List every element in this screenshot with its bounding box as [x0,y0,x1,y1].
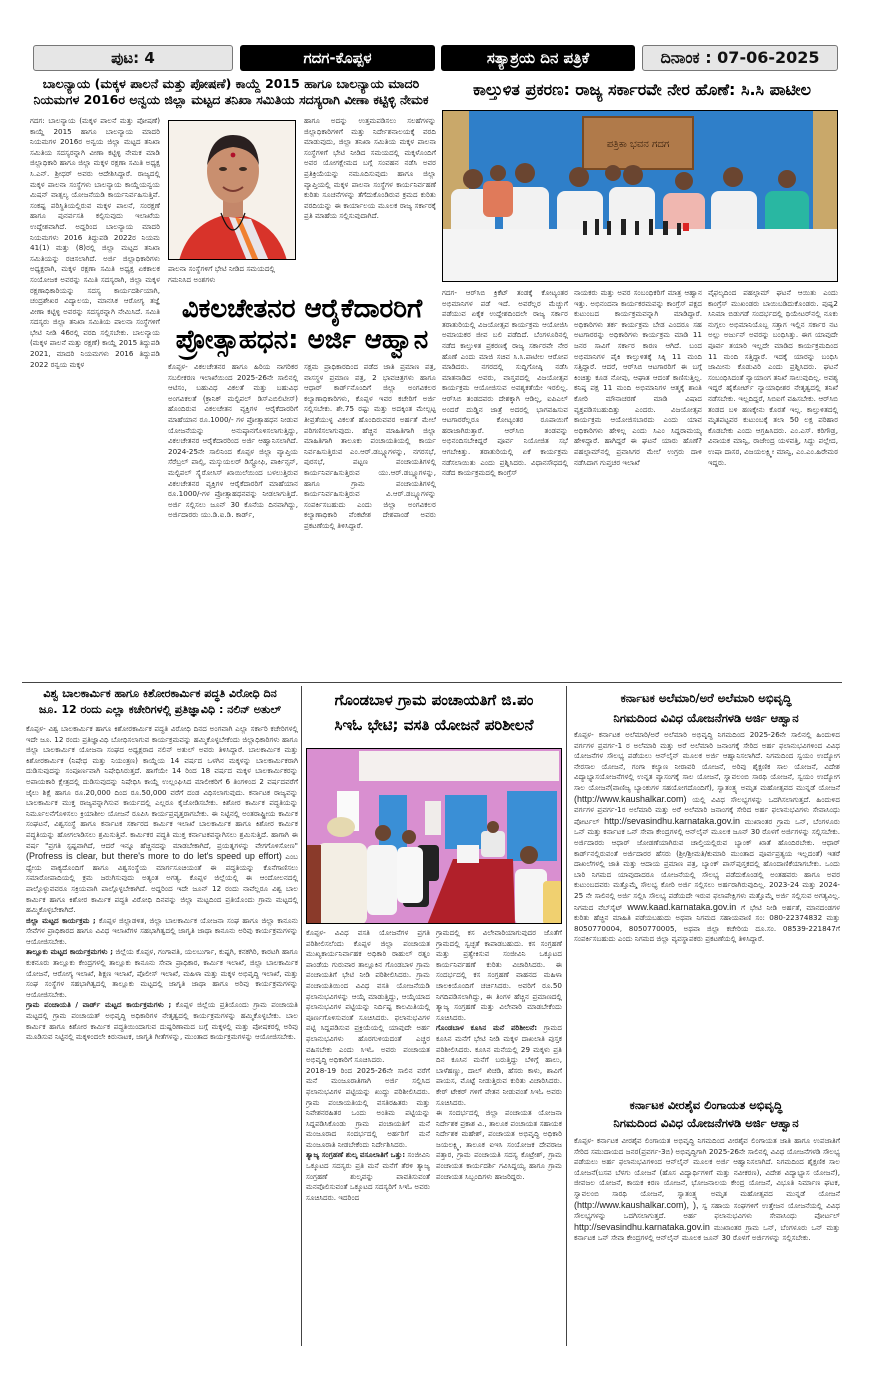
article-1-body-left: ಗದಗ: ಬಾಲನ್ಯಾಯ (ಮಕ್ಕಳ ಪಾಲನೆ ಮತ್ತು ಪೋಷಣೆ) ಕಾಯ್ದೆ 2015 ಹಾಗೂ ಬಾಲನ್ಯಾಯ ಮಾದರಿ ನಿಯಮಗಳ 2016ರ ಅನ್ವಯ ಜಿಲ್ಲಾ ಮಟ್ಟದ ತನಿಖಾ ಸಮಿತಿಯ ಸದಸ್ಯರನ್ನಾಗಿ ವೀಣಾ ಕಟ್ಟಿಳ್ಳಿ ನೇಮಕ ಮಾಡಿ ಜಿಲ್ಲಾಧಿಕಾರಿ ಹಾಗೂ ಜಿಲ್ಲಾ ಮಕ್ಕಳ ರಕ್ಷಣಾ ಸಮಿತಿ ಅಧ್ಯಕ್ಷ ಸಿ.ಎನ್. ಶ್ರೀಧರ್ ಅವರು ಆದೇಶಿಸಿದ್ದಾರೆ. ರಾಜ್ಯದಲ್ಲಿ ಮಕ್ಕಳ ಪಾಲನಾ ಸಂಸ್ಥೆಗಳು ಬಾಲನ್ಯಾಯ ಕಾಯ್ದೆಯನ್ವಯ ಮಿಷನ್ ವಾತ್ಸಲ್ಯ ಯೋಜನೆಯಡಿ ಕಾರ್ಯನಿರ್ವಹಿಸುತ್ತಿವೆ. ಸಂಕಷ್ಟ ಪರಿಸ್ಥಿತಿಯಲ್ಲಿರುವ ಮಕ್ಕಳ ಪಾಲನೆ, ಸಂರಕ್ಷಣೆ ಹಾಗೂ ಪುನರ್ವಸತಿ ಕಲ್ಪಿಸುವುದು ಇಲಾಖೆಯ ಉದ್ದೇಶವಾಗಿದೆ. ಅದ್ದರಿಂದ ಬಾಲನ್ಯಾಯ ಮಾದರಿ ನಿಯಮಗಳು 2016 ತಿದ್ದುಪಡಿ 2022ರ ನಿಯಮ 41(1) ಮತ್ತು (8)ರಲ್ಲಿ ಜಿಲ್ಲಾ ಮಟ್ಟದ ತನಿಖಾ ಸಮಿತಿಯನ್ನು ರಚಿಸಲಾಗಿದೆ. ಅರ್ಜಿ ಜಿಲ್ಲಾಧಿಕಾರಿಗಳು ಅಧ್ಯಕ್ಷರಾಗಿ, ಮಕ್ಕಳ ರಕ್ಷಣಾ ಸಮಿತಿ ಅಧ್ಯಕ್ಷ ಏಕಕಾಲಕ ಸಂಯೋಜಕ ಅವರನ್ನು ಸಮಿತಿ ಸದಸ್ಯರಾಗಿ, ಜಿಲ್ಲಾ ಮಕ್ಕಳ ರಕ್ಷಣಾಧಿಕಾರಿಯನ್ನು ಸದಸ್ಯ ಕಾರ್ಯದರ್ಶಿಯಾಗಿ, ಚಂದ್ರಶೇಖರ ವಿದ್ಯಾಲಯ, ಮಾನಸಿಕ ಆರೋಗ್ಯ ತಜ್ಞೆ ವೀಣಾ ಕಟ್ಟಿಳ್ಳಿ ಅವರನ್ನು ಸದಸ್ಯರನ್ನಾಗಿ ನೇಮಿಸಿದೆ. ಸಮಿತಿ ಸದಸ್ಯರು ಜಿಲ್ಲಾ ತನಿಖಾ ಸಮಿತಿಯ ಪಾಲನಾ ಸಂಸ್ಥೆಗಳಿಗೆ ಭೇಟಿ ನೀಡಿ 46ರಲ್ಲಿ ವರದಿ ಸಲ್ಲಿಸಬೇಕು. ಬಾಲನ್ಯಾಯ (ಮಕ್ಕಳ ಪಾಲನೆ ಮತ್ತು ರಕ್ಷಣೆ) ಕಾಯ್ದೆ 2015 ತಿದ್ದುಪಡಿ 2021, ಮಾದರಿ ನಿಯಮಗಳು 2016 ತಿದ್ದುಪಡಿ 2022 ರನ್ವಯ ಮಕ್ಕಳ [30,116,160,369]
article-6-body-part3: ಮುಖಾಂತರ ಗ್ರಾಮ ಒನ್, ಬೆಂಗಳೂರು ಒನ್ ಮತ್ತು ಕರ್ನಾಟಕ ಒನ್ ಸೇವಾ ಕೇಂದ್ರಗಳಲ್ಲಿ ಆನ್‌ಲೈನ್ ಮೂಲಕ ಜೂನ್ 30 ರೊಳಗೆ ಅರ್ಜಿಗಳನ್ನು ಸಲ್ಲಿಸಬೇಕು. ಅರ್ಜಿದಾರರು ಆಧಾರ್ ಜೋಡಣೆಯಾಗಿರುವ ಚಾಲ್ತಿಯಲ್ಲಿರುವ ಬ್ಯಾಂಕ್ ಖಾತೆ ಹೊಂದಿರಬೇಕು. ಆಧಾರ್ ಕಾರ್ಡ್‌ನಲ್ಲಿರುವಂತೆ ಅರ್ಜಿದಾರರ ಹೆಸರು (ಶ್ರೀ/ಶ್ರೀಮತಿ/ಕುಮಾರಿ ಮುಂತಾದ ಪೂರ್ವಪ್ರತ್ಯಯ ಇಲ್ಲದಂತೆ) ಇತರೆ ದಾಖಲೆಗಳಲ್ಲಿ ಜಾತಿ ಮತ್ತು ಆದಾಯ ಪ್ರಮಾಣ ಪತ್ರ, ಬ್ಯಾಂಕ್ ಪಾಸ್‌ಪುಸ್ತಕದಲ್ಲಿ ಹೊಂದಾಣಿಕೆಯಾಗಬೇಕು. ಒಂದು ಬಾರಿ ನಿಗಮದ ಯಾವುದಾದರೂ ಯೋಜನೆಯಲ್ಲಿ ಸೌಲಭ್ಯ ಪಡೆದುಕೊಂಡಲ್ಲಿ ಅಂತಹವರು ಹಾಗೂ ಅವರ ಕುಟುಂಬದವರು ಮತ್ತೊಮ್ಮೆ ಸೌಲಭ್ಯ ಕೋರಿ ಅರ್ಜಿ ಸಲ್ಲಿಸಲು ಅರ್ಹರಾಗಿರುವುದಿಲ್ಲ. 2023-24 ಮತ್ತು 2024-25 ನೇ ಸಾಲಿನಲ್ಲಿ ಅರ್ಜಿ ಸಲ್ಲಿಸಿ ಸೌಲಭ್ಯ ಪಡೆಯದೇ ಇರುವ ಫಲಾಪೇಕ್ಷಿಗಳು ಮತ್ತೊಮ್ಮೆ ಅರ್ಜಿ ಸಲ್ಲಿಸುವ ಅಗತ್ಯವಿಲ್ಲ. ನಿಗಮದ ವೆಬ್‌ಸೈಟ್ [574,816,840,912]
article-2-body-col1: ಕೊಪ್ಪಳ- ವಿಕಲಚೇತನರ ಹಾಗೂ ಹಿರಿಯ ನಾಗರಿಕರ ಸಬಲೀಕರಣ ಇಲಾಖೆಯಿಂದ 2025-26ನೇ ಸಾಲಿನಲ್ಲಿ ಆಟಿಸಂ, ಬಹುವಿಧ ವಿಕಲತೆ ಮತ್ತು ಬಹುವಿಧ ಅಂಗವಿಕಲತೆ (ಕ್ರಾನಿಕ್ ಮಲ್ಟಿಪಲ್ ಡಿಸ್ಎಬಿಲಿಟೀಸ್) ಹೊಂದಿರುವ ವಿಕಲಚೇತನ ವ್ಯಕ್ತಿಗಳ ಆರೈಕೆದಾರರಿಗೆ ಮಾಹೆಯಾನ ರೂ.1000/- ಗಳ ಪ್ರೋತ್ಸಾಹಧನ ನೀಡುವ ಯೋಜನೆಯನ್ನು ಅನುಷ್ಠಾನಗೊಳಿಸಲಾಗುತ್ತಿದ್ದು, ವಿಕಲಚೇತನರ ಆರೈಕೆದಾರರಿಂದ ಅರ್ಜಿ ಆಹ್ವಾನಿಸಲಾಗಿದೆ. 2024-25ನೇ ಸಾಲಿನಿಂದ ಕೊಪ್ಪಳ ಜಿಲ್ಲಾ ವ್ಯಾಪ್ತಿಯ ಸೆರೆಬ್ರಲ್ ಪಾಲ್ಸಿ, ಮಸ್ಕುಯಲರ್ ಡಿಸ್ಟ್ರೋಫಿ, ಪಾರ್ಕಿನ್ಸನ್, ಮಲ್ಟಿಪಲ್ ಸ್ಕ್ಲೆರೋಸಿಸ್ ಖಾಯಿಲೆಯಿಂದ ಬಳಲುತ್ತಿರುವ ವಿಕಲಚೇತನರ ವ್ಯಕ್ತಿಗಳ ಆರೈಕೆದಾರರಿಗೆ ಮಾಹೆಯಾನ ರೂ.1000/-ಗಳ ಪ್ರೋತ್ಸಾಹಧನವನ್ನು ನೀಡಲಾಗುತ್ತಿದೆ. ಅರ್ಜಿ ಸಲ್ಲಿಸಲು ಜೂನ್ 30 ಕೊನೆಯ ದಿನವಾಗಿದ್ದು, ಅರ್ಜಿದಾರರು ಯು.ಡಿ.ಐ.ಡಿ. ಕಾರ್ಡ್, [168,362,298,520]
article-3-body-col2: ನಾಯಕರು ಮತ್ತು ಅವರ ಸಂಬಂಧಿಕರಿಗೆ ಮಾತ್ರ ಆಹ್ವಾನ ಇತ್ತು. ಅಭಿನಂದನಾ ಕಾರ್ಯಕರಮವನ್ನು ಕಾಂಗ್ರೆಸ್ ಪಕ್ಷದ ಕುಟುಂಬದ ಕಾರ್ಯಕ್ರಮವನ್ನಾಗಿ ಮಾಡಿದ್ದಾರೆ. ಅಧಿಕಾರಿಗಳು ತರ್ಕ ಕಾರ್ಯಕ್ರಮ ಬೇಡ ಎಂದರೂ ಸಹ ಅಟಗಾರರನ್ನು ಅಧಿಕಾರಿಗಳು ಕಾರ್ಯಕ್ರಮ ಮಾಡಿ 11 ಜನರ ಸಾವಿಗೆ ಸರ್ಕಾರ ಕಾರಣ ಆಗಿದೆ. ಬಂದ ಅಭಿಮಾನಿಗಳ ಪೈಕಿ ಕಾಲ್ತುಳಿತಕ್ಕೆ ಸಿಕ್ಕಿ 11 ಮಂದಿ ಸತ್ತಿದ್ದಾರೆ. ಆದರೆ, ಆರ್‌ಸಿಬಿ ಆಟಗಾರರಿಗೆ ಈ ಬಗ್ಗೆ ಕಿಂಚಿತ್ತು ಕೂಡ ನೋವು, ಆಘಾತ ಆದಂತೆ ಕಾಣಿಸುತ್ತಿಲ್ಲ. ಕನಿಷ್ಠ ಪಕ್ಷ 11 ಮಂದಿ ಅಭಿಮಾನಿಗಳ ಆತ್ಮಕ್ಕೆ ಶಾಂತಿ ಕೋರಿ ಮೌನಾಚರಣೆ ಮಾಡಿ ವಿಷಾದ ವ್ಯಕ್ತಪಡಿಸಬಹುದಿತ್ತು ಎಂದರು. ವಿಜಯೋತ್ಸವ ಕಾರ್ಯಕ್ರಮ ಆಯೋಜಿಸಬಾರದು ಎಂದು ಯಾವ ಅಧಿಕಾರಿಗಳು ಹೇಳಿಲ್ಲ ಎಂದು ಸಿಎಂ ಸಿದ್ದರಾಮಯ್ಯ ಹೇಳಿದ್ದಾರೆ. ಹಾಗಿದ್ದರೆ ಈ ಘಟನೆ ಯಾರು ಹೊಣೆ? ಪಹಲ್ಗಾಮ್‌ನಲ್ಲಿ ಪ್ರವಾಸಿಗರ ಮೇಲೆ ಉಗ್ರರು ದಾಳಿ ನಡೆಸಿದಾಗ ಗುಪ್ತಚರ ಇಲಾಖೆ [574,288,702,467]
article-5-body-col2-part2: ಗ್ರಾಮದ ಕೂಸಿನ ಮನೆಗೆ ಭೇಟಿ ನೀಡಿ ಮಕ್ಕಳ ದಾಖಲಾತಿ ಪುಸ್ತಕ ಪರಿಶೀಲಿಸಿದರು. ಕೂಸಿನ ಮನೆಯಲ್ಲಿ 29 ಮಕ್ಕಳು ಪ್ರತಿ ದಿನ ಕೂಸಿನ ಮನೆಗೆ ಬರುತ್ತಿದ್ದು ಬೆಳಿಗ್ಗೆ ಹಾಲು, ಬಾಳೆಹಣ್ಣು, ದಾಲ್ ಖಿಚಡಿ, ಹೆಸರು ಕಾಳು, ಶಾವಿಗೆ ಪಾಯಸ, ಮೊಟ್ಟೆ ನೀಡುತ್ತಿರುವ ಕುರಿತು ವಿಚಾರಿಸಿದರು. ಕೇರ್ ಟೇಕರ್ ಗಳಿಗೆ ವೇತನ ನೀಡುವಂತೆ ಸಿಇಓ ಅವರು ಸೂಚಿಸಿದರು. [436,1023,562,1107]
article-3-press-photo [442,110,838,282]
article-5-body-col2-part3: ಈ ಸಂದರ್ಭದಲ್ಲಿ ಜಿಲ್ಲಾ ಪಂಚಾಯತ ಯೋಜನಾ ನಿರ್ದೇಶಕ ಪ್ರಕಾಶ ವಿ., ತಾಲೂಕ ಪಂಚಾಯತ ಸಹಾಯಕ ನಿರ್ದೇಶಕ ಮಹೇಶ್, ಪಂಚಾಯತ ಅಭಿವೃದ್ಧಿ ಅಧಿಕಾರಿ ಜಯಲಕ್ಷ್ಮಿ, ತಾಲೂಕ ಐಇಸಿ ಸಂಯೋಜಕ ದೇವರಾಜ ಪತ್ತಾರ, ಗ್ರಾಮ ಪಂಚಾಯತಿ ಸದಸ್ಯ ಕೊಟ್ರೇಶ್, ಗ್ರಾಮ ಪಂಚಾಯತ ಕಾರ್ಯದರ್ಶಿ ಗವಿಸಿದ್ದಯ್ಯ ಹಾಗೂ ಗ್ರಾಮ ಪಂಚಾಯತ ಸಿಬ್ಬಂದಿಗಳು ಹಾಜರಿದ್ದರು. [436,1108,562,1181]
article-4-english-phrase: (Profress is clear, but there's more to do let's speed up effort) [26,851,282,862]
article-6-body [574,730,840,1092]
date-text: ದಿನಾಂಕ : 07-06-2025 [660,48,820,67]
article-7-body-part2: ಸ್ವ ಸಹಾಯ ಸಂಘಗಳಿಗೆ ಉತ್ತೇಜನ ಯೋಜನೆಯಲ್ಲಿ ವಿವಿಧ ಸೌಲಭ್ಯಗಳನ್ನು ಒದಗಿಸಲಾಗುತ್ತದೆ. ಅರ್ಹ ಫಲಾನುಭವಿಗಳು ಸೇವಾಸಿಂಧು ಪೋರ್ಟಲ್ [574,1200,840,1221]
article-2-body-col2: ಸಕ್ಷಮ ಪ್ರಾಧಿಕಾರದಿಂದ ಪಡೆದ ಜಾತಿ ಪ್ರಮಾಣ ಪತ್ರ, ವಾಸಸ್ಥಳ ಪ್ರಮಾಣ ಪತ್ರ, 2 ಭಾವಚಿತ್ರಗಳು ಹಾಗೂ ಆಧಾರ್ ಕಾರ್ಡ್‌ನೊಂದಿಗೆ ಜಿಲ್ಲಾ ಅಂಗವಿಕಲರ ಕಲ್ಯಾಣಾಧಿಕಾರಿಗಳು, ಕೊಪ್ಪಳ ಇವರ ಕಚೇರಿಗೆ ಅರ್ಜಿ ಸಲ್ಲಿಸಬೇಕು. ಶೇ.75 ರಷ್ಟು ಮತ್ತು ಅದಕ್ಕಿಂತ ಮೇಲ್ಪಟ್ಟ ತೀವ್ರತೆಯುಳ್ಳ ವಿಕಲತೆ ಹೊಂದಿರುವವರ ಅರ್ಹತೆ ಮೇಲೆ ಪರಿಗಣಿಸಲಾಗುವುದು. ಹೆಚ್ಚಿನ ಮಾಹಿತಿಗಾಗಿ ಜಿಲ್ಲಾ ಮಾಹಿತಿಗಾಗಿ ತಾಲೂಕು ಪಂಚಾಯತಿಯಲ್ಲಿ ಕಾರ್ಯ ನಿರ್ವಹಿಸುತ್ತಿರುವ ಎಂ.ಆರ್.ಡಬ್ಲ್ಯೂಗಳನ್ನು, ನಗರಸಭೆ, ಪುರಸಭೆ, ಪಟ್ಟಣ ಪಂಚಾಯತಿಗಳಲ್ಲಿ ಕಾರ್ಯನಿರ್ವಹಿಸುತ್ತಿರುವ ಯು.ಆರ್.ಡಬ್ಲ್ಯೂಗಳನ್ನು, ಹಾಗೂ ಗ್ರಾಮ ಪಂಚಾಯತಿಗಳಲ್ಲಿ ಕಾರ್ಯನಿರ್ವಹಿಸುತ್ತಿರುವ ವಿ.ಆರ್.ಡಬ್ಲ್ಯೂಗಳನ್ನು ಸಂಪರ್ಕಿಸಬಹುದು ಎಂದು ಜಿಲ್ಲಾ ಅಂಗವಿಕಲರ ಕಲ್ಯಾಣಾಧಿಕಾರಿ ವೆಂಕಟೇಶ ದೇಶಪಾಂಡೆ ಅವರು ಪ್ರಕಟಣೆಯಲ್ಲಿ ತಿಳಿಸಿದ್ದಾರೆ. [304,362,436,530]
article-7-headline [570,1096,842,1133]
paper-name-text: ಸತ್ಯಾಶ್ರಯ ದಿನ ಪತ್ರಿಕೆ [486,49,590,67]
article-3-body-col3: ವೈಫಲ್ಯದಿಂದ ಪಹಲ್ಗಾಮ್ ಘಟನೆ ಆಯಿತು ಎಂದು ಕಾಂಗ್ರೆಸ್ ಮುಖಂಡರು ಬಾಯಿಬಡಿದುಕೊಂಡರು. ಪುಷ್ಪ2 ಸಿನಿಮಾ ಬಿಡುಗಡೆ ಸಂದರ್ಭದಲ್ಲಿ ಥಿಯೇಟರ್‌ನಲ್ಲಿ ನೂಕು ನುಗ್ಗಲು ಅಭಿಮಾನಿಯೊಬ್ಬ ಸತ್ತಾಗ ಇಲ್ಲಿನ ಸರ್ಕಾರ ನಟ ಅಲ್ಲು ಅರ್ಜುನ್ ಅವರನ್ನು ಬಂಧಿಸಿತ್ತು. ಈಗ ಯಾವುದೇ ಪೂರ್ವ ತಯಾರಿ ಇಲ್ಲದೇ ಮಾಡಿದ ಕಾರ್ಯಕ್ರಮದಿಂದ 11 ಮಂದಿ ಸತ್ತಿದ್ದಾರೆ. ಇದಕ್ಕೆ ಯಾರನ್ನು ಬಂಧಿಸಿ ಜಾಮೀನು ಕೊಡುವಿರಿ ಎಂದು ಪ್ರಶ್ನಿಸಿದರು. ಘಟನೆ ಸಂಬಂಧಿಸಿದಂತೆ ನ್ಯಾಯಾಂಗ ತನಿಖೆ ಸಾಲುವುದಿಲ್ಲ. ಅವಶ್ಯ ಇದ್ದರೆ ಹೈಕೋರ್ಟ್ ನ್ಯಾಯಾಧೀಶರ ನೇತೃತ್ವದಲ್ಲಿ ತನಿಖೆ ನಡೆಸಬೇಕು. ಇಲ್ಲದಿದ್ದರೆ, ಸಿಬಿಐಗೆ ವಹಿಸಬೇಕು. ಆರ್‌ಸಿಬಿ ತಂಡದ ಬಳಿ ಹಣಕ್ಕೇನು ಕೊರತೆ ಇಲ್ಲ. ಕಾಲ್ತುಳಿತದಲ್ಲಿ ಮೃತಪಟ್ಟವರ ಕುಟುಂಬಕ್ಕೆ ತಲಾ 50 ಲಕ್ಷ ಪರಿಹಾರ ಕೊಡಬೇಕು ಎಂದು ಆಗ್ರಹಿಸಿದರು. ಎಂ.ಎಸ್. ಕರಿಗೌಡ್ರ, ವಿನಾಯಕ ಮಾನ್ವಿ, ರಾಜೇಂದ್ರ ಯಳವತ್ತಿ, ಸಿದ್ದು ಪಲ್ಲೇದ, ಉಷಾ ದಾಸರ, ವಿಜಯಲಕ್ಷ್ಮೀ ಮಾನ್ವಿ, ಎಂ.ಎಂ.ಹಿರೇಮಠ ಇದ್ದರು. [708,288,838,467]
column-divider [301,686,302,1346]
column-divider [566,686,567,1346]
article-1-headline-line2: ನಿಯಮಗಳ 2016ರ ಅನ್ವಯ ಜಿಲ್ಲಾ ಮಟ್ಟದ ತನಿಖಾ ಸಮಿತಿಯ ಸದಸ್ಯರಾಗಿ ವೀಣಾ ಕಟ್ಟಿಳ್ಳಿ ನೇಮಕ [33,91,429,107]
article-7-url-kaushalkar: (http://www.kaushalkar.com), ), [574,1199,699,1210]
article-4-section-3-body: ಕೊಪ್ಪಳ ಜಿಲ್ಲೆಯ ಪ್ರತಿಯೊಂದು ಗ್ರಾಮ ಪಂಚಾಯತಿ ಮಟ್ಟದಲ್ಲಿ ಗ್ರಾಮ ಪಂಚಾಯತ್ ಅಭಿವೃದ್ಧಿ ಅಧಿಕಾರಿಗಳ ನೇತೃತ್ವದಲ್ಲಿ ಕಾರ್ಯಕ್ರಮಗಳನ್ನು ಹಮ್ಮಿಕೊಳ್ಳಬೇಕು. ಬಾಲ ಕಾರ್ಮಿಕ ಹಾಗೂ ಕಿಶೋರ ಕಾರ್ಮಿಕ ಪದ್ಧತಿಯಿಂದಾಗುವ ದುಷ್ಪರಿಣಾಮದ ಬಗ್ಗೆ ಮಕ್ಕಳಲ್ಲಿ ಮತ್ತು ಪೋಷಕರಲ್ಲಿ ಅರಿವು ಮೂಡಿಸುವ ನಿಟ್ಟಿನಲ್ಲಿ ಮಕ್ಕಳಿಂದಲೇ ಕಿರುನಾಟಕ, ಜಾಗೃತಿ ಗೀತೆಗಳನ್ನು, ಮುಂತಾದ ಕಾರ್ಯಕ್ರಮಗಳನ್ನು ಆಯೋಜಿಸಬೇಕು. [26,1000,298,1042]
article-6-body-part4: ಗೆ ಭೇಟಿ ನೀಡಿ ಅರ್ಹತೆ, ಮಾನದಂಡಗಳ ಕುರಿತು ಹೆಚ್ಚಿನ ಮಾಹಿತಿ ಪಡೆಯಬಹುದು ಅಥವಾ ನಿಗಮದ ಸಹಾಯವಾಣಿ ಸಂ: 080-22374832 ಮತ್ತು 8050770004, 8050770005, ಅಥವಾ ಜಿಲ್ಲಾ ಕಚೇರಿಯ ದೂ.ಸಂ. 08539-221847ಗೆ ಸಂಪರ್ಕಿಸಬಹುದು ಎಂದು ನಿಗಮದ ಜಿಲ್ಲಾ ವ್ಯವಸ್ಥಾಪಕರು ಪ್ರಕಟಣೆಯಲ್ಲಿ ತಿಳಿಸಿದ್ದಾರೆ. [574,902,840,944]
article-3-body-col1: ಗದಗ- ಆರ್‌ಸಿಬಿ ಕ್ರಿಕೆಟ್ ತಂಡಕ್ಕೆ ಕೋಟ್ಯಂತರ ಅಭಿಮಾನಿಗಳ ಪಡೆ ಇದೆ. ಅವರೆಲ್ಲರ ಮೆಚ್ಚುಗೆ ಪಡೆಯುವ ಏಕೈಕ ಉದ್ದೇಶದಿಂದಲೇ ರಾಜ್ಯ ಸರ್ಕಾರ ತರಾತುರಿಯಲ್ಲಿ ವಿಜಯೋತ್ಸವ ಕಾರ್ಯಕ್ರಮ ಆಯೋಜಿಸಿ ಅಮಾಯಕರ ಜೀವ ಬಲಿ ಪಡೆದಿದೆ. ಬೆಂಗಳೂರಿನಲ್ಲಿ ನಡೆದ ಕಾಲ್ತುಳಿತ ಪ್ರಕರಣಕ್ಕೆ ರಾಜ್ಯ ಸರ್ಕಾರವೇ ನೇರ ಹೊಣೆ ಎಂದು ಮಾಜಿ ಸಚಿವ ಸಿ.ಸಿ.ಪಾಟೀಲ ಆರೋಪ ಮಾಡಿದರು. ನಗರದಲ್ಲಿ ಸುದ್ದಿಗೋಷ್ಠಿ ನಡೆಸಿ ಮಾತನಾಡಿದ ಅವರು, ವಾಸ್ತವದಲ್ಲಿ ವಿಜಯೋತ್ಸವ ಕಾರ್ಯಕ್ರಮ ಆಯೋಜಿಸುವ ಅವಶ್ಯಕತೆಯೇ ಇರಲಿಲ್ಲ. ಆರ್‌ಸಿಬಿ ತಂಡದವರು ದೇಶಕ್ಕಾಗಿ ಆಡಿಲ್ಲ, ಐಪಿಎಲ್ ಅಂದರೆ ದುಡ್ಡಿನ ಜಾತ್ರೆ ಅದರಲ್ಲಿ ಭಾಗವಹಿಸುವ ಆಟಗಾರರೆಲ್ಲರೂ ಕೋಟ್ಯಂತರ ರೂಪಾಯಿಗೆ ಹರಾಜಾಗಿರುತ್ತಾರೆ. ಆರ್‌ಸಿಬಿ ತಂಡವನ್ನು ಅಭಿನಂದಿಸಬೇಕಿದ್ದರೆ ಪೂರ್ವ ನಿಯೋಜಿತ ಸಭೆ ಆಗಬೇಕಿತ್ತು. ತರಾತುರಿಯಲ್ಲಿ ಏಕೆ ಕಾರ್ಯಕ್ರಮ ನಡೆಸಲಾಯಿತು ಎಂದು ಪ್ರಶ್ನಿಸಿದರು. ವಿಧಾನಸೌಧದಲ್ಲಿ ನಡೆದ ಕಾರ್ಯಕ್ರಮದಲ್ಲಿ ಕಾಂಗ್ರೆಸ್ [442,288,568,478]
article-5-headline [304,688,564,738]
meeting-image [307,749,562,924]
press-photo-sign-text: ಪತ್ರಿಕಾ ಭವನ ಗದಗ [606,139,670,150]
article-7-body-part1: ಕೊಪ್ಪಳ- ಕರ್ನಾಟಕ ವೀರಶೈವ ಲಿಂಗಾಯತ ಅಭಿವೃದ್ಧಿ ನಿಗಮದಿಂದ ವೀರಶೈವ ಲಿಂಗಾಯತ ಜಾತಿ ಹಾಗೂ ಉಪಜಾತಿಗೆ ಸೇರಿದ ಸಮುದಾಯದ ಜನರ(ಪ್ರವರ್ಗ-3ಬಿ) ಅಭಿವೃದ್ಧಿಗಾಗಿ 2025-26ನೇ ಸಾಲಿನಲ್ಲಿ ವಿವಿಧ ಯೋಜನೆಗಳಡಿ ಸೌಲಭ್ಯ ಪಡೆಯಲು ಅರ್ಹ ಫಲಾನುಭವಿಗಳಿಂದ ಆನ್‌ಲೈನ್ ಮೂಲಕ ಅರ್ಜಿ ಆಹ್ವಾನಿಸಲಾಗಿದೆ. ನಿಗಮದಿಂದ ಶೈಕ್ಷಣಿಕ ಸಾಲ ಯೋಜನೆ(ಬಸವ ಬೆಳಗು ಯೋಜನೆ (ಹೊಸ ವಿದ್ಯಾರ್ಥಿಗಳಿಗೆ ಮತ್ತು ನವೀಕರಣ), ವಿದೇಶ ವಿದ್ಯಾಭ್ಯಾಸ ಯೋಜನೆ), ಜೀವಜಲ ಯೋಜನೆ, ಕಾಯಕ ಕಿರಣ ಯೋಜನೆ, ಭೋಜನಾಲಯ ಕೇಂದ್ರ ಯೋಜನೆ, ವಿಭೂತಿ ನಿರ್ಮಾಣ ಘಟಕ, ಸ್ವಾವಲಂಬಿ ಸಾರಥಿ ಯೋಜನೆ, ಸ್ವಾತಂತ್ರ್ಯ ಅಮೃತ ಮಹೋತ್ಸವದ ಮುನ್ನಡೆ ಯೋಜನೆ [574,1136,840,1198]
article-6-url-sevasindhu: http://sevasindhu.karnataka.gov.in [604,815,741,826]
article-1-photo-caption: ಪಾಲನಾ ಸಂಸ್ಥೆಗಳಿಗೆ ಭೇಟಿ ನೀಡಿದ ಸಮಯದಲ್ಲಿ ಗಮನಿಸಿದ ಅಂಶಗಳು [168,264,275,284]
article-4-body-part1: ಕೊಪ್ಪಳ- ವಿಶ್ವ ಬಾಲಕಾರ್ಮಿಕ ಹಾಗೂ ಕಿಶೋರಕಾರ್ಮಿಕ ಪದ್ಧತಿ ವಿರೋಧಿ ದಿನದ ಅಂಗವಾಗಿ ಎಲ್ಲಾ ಸರ್ಕಾರಿ ಕಚೇರಿಗಳಲ್ಲಿ ಇದೇ ಜೂ. 12 ರಂದು ಪ್ರತಿಜ್ಞಾವಿಧಿ ಬೋಧಿಸಲಾಗುವ ಕಾರ್ಯಕ್ರಮವನ್ನು ಹಮ್ಮಿಕೊಳ್ಳಬೇಕೆಂದು ಜಿಲ್ಲಾಧಿಕಾರಿಗಳು ಹಾಗೂ ಜಿಲ್ಲಾ ಬಾಲಕಾರ್ಮಿಕ ಯೋಜನಾ ಸಂಘದ ಅಧ್ಯಕ್ಷರಾದ ನಲಿನ್ ಅತುಲ್ ಅವರು ತಿಳಿಸಿದ್ದಾರೆ. ಬಾಲಕಾರ್ಮಿಕ ಮತ್ತು ಕಿಶೋರಕಾರ್ಮಿಕ (ನಿಷೇಧ ಮತ್ತು ನಿಯಂತ್ರಣ) ಕಾಯ್ದೆಯ 14 ವರ್ಷದ ಒಳಗಿನ ಮಕ್ಕಳನ್ನು ಬಾಲಕಾರ್ಮಿಕರಾಗಿ ದುಡಿಸುವುದನ್ನು ಸಂಪೂರ್ಣವಾಗಿ ನಿಷೇಧಿಸಿರುತ್ತದೆ. ಹಾಗೆಯೇ 14 ರಿಂದ 18 ವರ್ಷದ ಮಕ್ಕಳ ಬಾಲಕಾರ್ಮಿಕರನ್ನು ಅಪಾಯಕಾರಿ ಕ್ಷೇತ್ರದಲ್ಲಿ ದುಡಿಸುವುದನ್ನು ನಿಷೇಧಿಸಿ ಕಾಯ್ದೆ ಉಲ್ಲಂಘಿಸಿದ ಮಾಲೀಕರಿಗೆ 6 ತಿಂಗಳಿಂದ 2 ವರ್ಷದವರೆಗೆ ಜೈಲು ಶಿಕ್ಷೆ ಹಾಗೂ ರೂ.20,000 ದಿಂದ ರೂ.50,000 ವರೆಗೆ ದಂಡ ವಿಧಿಸಲಾಗುವುದು. ಕರ್ನಾಟಕ ರಾಜ್ಯವನ್ನು ಬಾಲಕಾರ್ಮಿಕ ಮುಕ್ತ ರಾಜ್ಯವನ್ನಾಗಿಸುವ ಕಾರ್ಯದಲ್ಲಿ ಎಲ್ಲರೂ ಕೈಜೋಡಿಸಬೇಕು. ಕಿಶೋರ ಕಾರ್ಮಿಕ ಪದ್ಧತಿಯನ್ನು ನಿರ್ಮೂಲನೆಗೊಳಿಸಲು ಕ್ರಿಯಾಶೀಲ ಯೋಜನೆ ರೂಪಿಸಿ ಕಾರ್ಯಪ್ರವೃತ್ತರಾಗಬೇಕು. ಈ ನಿಟ್ಟಿನಲ್ಲಿ ಅಂತರಾಷ್ಟ್ರೀಯ ಕಾರ್ಮಿಕ ಸಂಘಟನೆ, ವಿಶ್ವಸಂಸ್ಥೆ ಹಾಗೂ ಕರ್ನಾಟಕ ಸರ್ಕಾರದ ಕಾರ್ಮಿಕ ಇಲಾಖೆ ಬಾಲಕಾರ್ಮಿಕ ಹಾಗೂ ಕಿಶೋರ ಕಾರ್ಮಿಕ ಪದ್ಧತಿಯನ್ನು ಹೋಗಲಾಡಿಸಲು ಶ್ರಮಿಸುತ್ತಿವೆ. ಕಾರ್ಮಿಕರ ಪದ್ಧತಿ ಮುಕ್ತ ಕರ್ನಾಟಕವನ್ನಾಗಿಸಲು ಶ್ರಮಿಸುತ್ತಿದೆ. ಹಾಗಾಗಿ ಈ ವರ್ಷ "ಪ್ರಗತಿ ಸ್ಪಷ್ಟವಾಗಿದೆ, ಆದರೆ ಇನ್ನೂ ಹೆಚ್ಚಿನದನ್ನು ಮಾಡಬೇಕಾಗಿದೆ, ಪ್ರಯತ್ನಗಳನ್ನು ವೇಗಗೊಳಿಸೋಣ" [26,724,298,850]
article-5-meeting-photo [306,748,562,924]
article-1-portrait-photo [168,120,296,260]
article-7-headline-line1: ಕರ್ನಾಟಕ ವೀರಶೈವ ಲಿಂಗಾಯತ ಅಭಿವೃದ್ಧಿ [629,1098,783,1112]
article-5-body-col1-part1: ಕೊಪ್ಪಳ- ವಿವಿಧ ವಸತಿ ಯೋಜನೆಗಳ ಪ್ರಗತಿ ಪರಿಶೀಲಿಸಲೆಂದು ಕೊಪ್ಪಳ ಜಿಲ್ಲಾ ಪಂಚಾಯತ ಮುಖ್ಯಕಾರ್ಯನಿರ್ವಾಹಕ ಅಧಿಕಾರಿ ರಾಹುಲ್ ರತ್ನಂ ಪಾಂಡೆಯ ಗುರುವಾರ ತಾಲ್ಲೂಕಿನ ಗೊಂಡಬಾಳ ಗ್ರಾಮ ಪಂಚಾಯತಿಗೆ ಭೇಟಿ ನೀಡಿ ಪರಿಶೀಲಿಸಿದರು. ಗ್ರಾಮ ಪಂಚಾಯತಿಯಿಂದ ವಿವಿಧ ವಸತಿ ಯೋಜನೆಯಡಿ ಫಲಾನುಭವಿಗಳನ್ನು ಆಯ್ಕೆ ಮಾಡುತ್ತಿದ್ದು, ಆಯ್ಕೆಯಾದ ಫಲಾನುಭವಿಗಳ ಪಟ್ಟಿಯನ್ನು ನಿರ್ದಿಷ್ಟ ಕಾಲಮಿತಿಯಲ್ಲಿ ಪೂರ್ಣಗೊಳಿಸುವಂತೆ ಸೂಚಿಸಿದರು. ಫಲಾನುಭವಿಗಳ ಪಟ್ಟಿ ಸಿದ್ದಪಡಿಸುವ ಪ್ರಕ್ರಿಯೆಯಲ್ಲಿ ಯಾವುದೇ ಅರ್ಹ ಫಲಾನುಭವಿಗಳು ಹೊರಗುಳಿಯದಂತೆ ಎಚ್ಚರ ವಹಿಸಬೇಕು ಎಂದು ಸಿಇಓ ಅವರು ಪಂಚಾಯತ ಅಭಿವೃದ್ಧಿ ಅಧಿಕಾರಿಗೆ ಸೂಚಿಸಿದರು. [306,928,430,1065]
article-6-headline-line1: ಕರ್ನಾಟಕ ಅಲೆಮಾರಿ/ಅರೆ ಅಲೆಮಾರಿ ಅಭಿವೃದ್ಧಿ [620,691,792,705]
press-conference-image [443,111,838,282]
article-6-body-part1: ಕೊಪ್ಪಳ- ಕರ್ನಾಟಕ ಅಲೆಮಾರಿ/ಅರೆ ಅಲೆಮಾರಿ ಅಭಿವೃದ್ಧಿ ನಿಗಮದಿಂದ 2025-26ನೇ ಸಾಲಿನಲ್ಲಿ ಹಿಂದುಳಿದ ವರ್ಗಗಳ ಪ್ರವರ್ಗ-1 ರ ಅಲೆಮಾರಿ ಮತ್ತು ಅರೆ ಅಲೆಮಾರಿ ಜನಾಂಗಕ್ಕೆ ಸೇರಿದ ಅರ್ಹ ಫಲಾನುಭವಿಗಳಿಂದ ವಿವಿಧ ಯೋಜನೆಗಳ ಸೌಲಭ್ಯ ಪಡೆಯಲು ಆನ್‌ಲೈನ್ ಮೂಲಕ ಅರ್ಜಿ ಆಹ್ವಾನಿಸಲಾಗಿದೆ. ನಿಗಮದಿಂದ ಸ್ವಯಂ ಉದ್ಯೋಗ ನೇರಸಾಲ ಯೋಜನೆ, ಗಂಗಾ ಕಲ್ಯಾಣ ನೀರಾವರಿ ಯೋಜನೆ, ಅರಿವು ಶೈಕ್ಷಣಿಕ ಸಾಲ ಯೋಜನೆ, ವಿದೇಶ ವಿದ್ಯಾಭ್ಯಾಸಯೋಜನೆಗಳಲ್ಲಿ ಉನ್ನತ ವ್ಯಾಸಂಗಕ್ಕೆ ಸಾಲ ಯೋಜನೆ, ಸ್ವಾವಲಂಬಿ ಸಾರಥಿ ಯೋಜನೆ, ಸ್ವಯಂ ಉದ್ಯೋಗ ಸಾಲ ಯೋಜನೆ(ವಾಣಿಜ್ಯ ಬ್ಯಾಂಕುಗಳ ಸಹಯೋಗದೊಂದಿಗೆ), ಸ್ವಾತಂತ್ರ್ಯ ಅಮೃತ ಮಹೋತ್ಸವದ ಮುನ್ನಡೆ ಯೋಜನೆ [574,730,840,792]
article-2-headline [166,294,438,356]
article-2-headline-line2: ಪ್ರೋತ್ಸಾಹಧನ: ಅರ್ಜಿ ಆಹ್ವಾನ [175,325,429,356]
article-5-headline-line1: ಗೊಂಡಬಾಳ ಗ್ರಾಮ ಪಂಚಾಯತಿಗೆ ಜಿ.ಪಂ [334,691,534,709]
article-4-section-2-title: ತಾಲ್ಲೂಕು ಮಟ್ಟದ ಕಾರ್ಯಕ್ರಮಗಳು ; [26,947,114,957]
article-1-body-right: ಹಾಗೂ ಅದನ್ನು ಉತ್ತಮಪಡಿಸಲು ಸಲಹೆಗಳನ್ನು ಜಿಲ್ಲಾಧಿಕಾರಿಗಳಿಗೆ ಮತ್ತು ನಿರ್ದೇಶನಾಲಯಕ್ಕೆ ವರದಿ ಮಾಡುವುದು, ಜಿಲ್ಲಾ ತನಿಖಾ ಸಮಿತಿಯ ಮಕ್ಕಳ ಪಾಲನಾ ಸಂಸ್ಥೆಗಳಿಗೆ ಭೇಟಿ ನೀಡಿದ ಸಮಯದಲ್ಲಿ ಮಕ್ಕಳೊಂದಿಗೆ ಅವರ ಯೋಗಕ್ಷೇಮದ ಬಗ್ಗೆ ಸಂವಹನ ನಡೆಸಿ ಅವರ ಪ್ರತಿಕ್ರಿಯೆಯನ್ನು ನಮೂದಿಸುವುದು ಹಾಗೂ ಜಿಲ್ಲಾ ವ್ಯಾಪ್ತಿಯಲ್ಲಿ ಮಕ್ಕಳ ಪಾಲನಾ ಸಂಸ್ಥೆಗಳ ಕಾರ್ಯನಿರ್ವಹಣೆ ಕುರಿತು ಸೂಚನೆಗಳನ್ನು ತೆಗೆದುಕೊಂಡಿರುವ ಕ್ರಮದ ಕುರಿತು ವರದಿಯನ್ನು ಈ ಕಾರ್ಯಾಲಯ ಮೂಲಕ ರಾಜ್ಯ ಸರ್ಕಾರಕ್ಕೆ ಪ್ರತಿ ಮಾಹೆಯ ಸಲ್ಲಿಸುವುದಾಗಿದೆ. [304,116,436,221]
article-7-url-sevasindhu: http://sevasindhu.karnataka.gov.in [574,1221,710,1232]
section-divider [22,682,842,683]
article-6-body-part2: ಯಲ್ಲಿ ವಿವಿಧ ಸೌಲಭ್ಯಗಳನ್ನು ಒದಗಿಸಲಾಗುತ್ತದೆ. ಹಿಂದುಳಿದ ವರ್ಗಗಳ ಪ್ರವರ್ಗ-1ರ ಅಲೆಮಾರಿ ಮತ್ತು ಅರೆ ಅಲೆಮಾರಿ ಜನಾಂಗಕ್ಕೆ ಸೇರಿದ ಅರ್ಹ ಫಲಾನುಭವಿಗಳು ಸೇವಾಸಿಂಧು ಪೋರ್ಟಲ್ [574,794,840,826]
article-2-headline-line1: ವಿಕಲಚೇತನರ ಆರೈಕೆದಾರರಿಗೆ [181,294,423,324]
article-7-body-part3: ಮುಖಾಂತರ ಗ್ರಾಮ ಒನ್, ಬೆಂಗಳೂರು ಒನ್ ಮತ್ತು ಕರ್ನಾಟಕ ಒನ್ ಸೇವಾ ಕೇಂದ್ರಗಳಲ್ಲಿ ಆನ್‌ಲೈನ್ ಮೂಲಕ ಜೂನ್ 30 ರೊಳಗೆ ಅರ್ಜಿಗಳನ್ನು ಸಲ್ಲಿಸಬೇಕು. [574,1222,840,1243]
region-label [240,45,435,71]
article-6-url-kaushalkar: (http://www.kaushalkar.com) [574,793,687,804]
article-5-body-col1-part2: ಸಾಲಿನ ವರೆಗೆ ಮನೆ ಮಂಜೂರಾತಿಗಾಗಿ ಅರ್ಜಿ ಸಲ್ಲಿಸಿದ ಫಲಾನುಭವಿಗಳ ಪಟ್ಟಿಯನ್ನು ಖುದ್ದು ಪರಿಶೀಲಿಸಿದರು. ಗ್ರಾಮ ಪಂಚಾಯತಿಯಲ್ಲಿ ವಸತಿರಹಿತರು ಮತ್ತು ನಿವೇಶನರಹಿತರ ಒಂದು ಅಂತಿಮ ಪಟ್ಟಿಯನ್ನು ಸಿದ್ದಪಡಿಸಿಕೊಂಡು ಗ್ರಾಮ ಪಂಚಾಯತಿಗೆ ಮನೆ ಮಂಜೂರಾದ ಸಂದರ್ಭದಲ್ಲಿ ಅರ್ಹರಿಗೆ ಮನೆ ಮಂಜೂರಾತಿ ನೀಡಬೇಕೆಂದು ನಿರ್ದೇಶಿಸಿದರು. [306,1065,430,1149]
article-5-body-col2-part1: ಗ್ರಾಮದಲ್ಲಿ ಕಸ ವಿಲೇವಾರಿಯಾಗುವುದರ ಜೊತೆಗೆ ಗ್ರಾಮದಲ್ಲಿ ಸ್ವಚ್ಛತೆ ಕಾಪಾಡಬಹುದು. ಕಸ ಸಂಗ್ರಹಣೆ ಮತ್ತು ಪ್ರತ್ಯೇಕಿಸುವ ಸಂಜೀವಿನಿ ಒಕ್ಕೂಟದ ಕಾರ್ಯನಿರ್ವಹಣೆ ಕುರಿತು ವಿಚಾರಿಸಿದರು. ಈ ಸಂದರ್ಭದಲ್ಲಿ ಕಸ ಸಂಗ್ರಹಣೆ ವಾಹನದ ಮಹಿಳಾ ಚಾಲಕಿಯೊಂದಿಗೆ ಚರ್ಚಿಸಿದರು. ಅವರಿಗೆ ರೂ.50 ನಿಗದಿಪಡಿಸಲಾಗಿದ್ದು, ಈ ತಿಂಗಳ ಹೆಚ್ಚಿನ ಪ್ರಮಾಣದಲ್ಲಿ ತ್ಯಾಜ್ಯ ಸಂಗ್ರಹಣೆ ಮತ್ತು ವಿಲೇವಾರಿ ಮಾಡಬೇಕೆಂದು ಸೂಚಿಸಿದರು. [436,928,562,1022]
article-5-years: 2018-19 ರಿಂದ 2025-26ನೇ [306,1065,394,1075]
article-1-headline [22,76,440,107]
article-4-body-part2: ಎಂಬ ಧ್ಯೇಯ ವಾಕ್ಯದೊಂದಿಗೆ ಹಾಗೂ ವಿಶ್ವಸಂಸ್ಥೆಯ ಮಾರ್ಗಸೂಚಿಯಂತೆ ಈ ಪದ್ಧತಿಯನ್ನು ಕೊನೆಗಾಣಿಸಲು ಸಮಾರೋಪಾದಿಯಲ್ಲಿ ಕ್ರಮ ಜರುಗಿಸುವುದು ಅತ್ಯಂತ ಅಗತ್ಯ. ಕೊಪ್ಪಳ ಜಿಲ್ಲೆಯಲ್ಲಿ ಈ ಆಂದೋಲನದಲ್ಲಿ ಪಾಲ್ಗೊಳ್ಳುವವರೂ ಸಕ್ರಿಯವಾಗಿ ಪಾಲ್ಗೊಳ್ಳಬೇಕಾಗಿದೆ. ಅದ್ದರಿಂದ ಇದೇ ಜೂನ್ 12 ರಂದು ನಾವೆಲ್ಲರೂ ವಿಶ್ವ ಬಾಲ ಕಾರ್ಮಿಕ ಹಾಗೂ ಕಿಶೋರ ಕಾರ್ಮಿಕ ಪದ್ಧತಿ ವಿರೋಧಿ ದಿನವನ್ನು ಜಿಲ್ಲಾ ಮಟ್ಟದಿಂದ ಪ್ರತಿಯೊಂದು ಗ್ರಾಮ ಮಟ್ಟದಲ್ಲಿ ಹಮ್ಮಿಕೊಳ್ಳಬೇಕಾಗಿದೆ. [26,852,298,915]
article-1-headline-line1: ಬಾಲನ್ಯಾಯ (ಮಕ್ಕಳ ಪಾಲನೆ ಮತ್ತು ಪೋಷಣೆ) ಕಾಯ್ದೆ 2015 ಹಾಗೂ ಬಾಲನ್ಯಾಯ ಮಾದರಿ [42,76,420,91]
article-4-section-3-title: ಗ್ರಾಮ ಪಂಚಾಯತಿ / ವಾರ್ಡ್ ಮಟ್ಟದ ಕಾರ್ಯಕ್ರಮಗಳು ; [26,1000,172,1010]
article-5-headline-line2: ಸಿಇಓ ಭೇಟಿ; ವಸತಿ ಯೋಜನೆ ಪರಿಶೀಲನೆ [334,715,534,734]
paper-name-label [441,45,635,71]
article-6-headline-line2: ನಿಗಮದಿಂದ ವಿವಿಧ ಯೋಜನೆಗಳಡಿ ಅರ್ಜಿ ಆಹ್ವಾನ [613,711,799,726]
article-4-section-1-body: ಕೊಪ್ಪಳ ಜಿಲ್ಲಾಡಳಿತ, ಜಿಲ್ಲಾ ಬಾಲಕಾರ್ಮಿಕ ಯೋಜನಾ ಸಂಘ ಹಾಗೂ ಜಿಲ್ಲಾ ಕಾನೂನು ಸೇವೆಗಳ ಪ್ರಾಧಿಕಾರದ ಹಾಗೂ ವಿವಿಧ ಇಲಾಖೆಗಳ ಸಹಭಾಗಿತ್ವದಲ್ಲಿ ಜಾಗೃತಿ ಜಾಥಾ ಕಾನೂನು ಅರಿವು ಕಾರ್ಯಕ್ರಮಗಳನ್ನು ಆಯೋಜಿಸಬೇಕು. [26,915,298,946]
page-number-text: ಪುಟ: 4 [111,49,155,67]
article-7-body [574,1136,840,1344]
region-text: ಗದಗ-ಕೊಪ್ಪಳ [303,49,372,67]
article-6-url-kaad: www.kaad.karnataka.gov.in [627,901,737,912]
article-4-section-1-title: ಜಿಲ್ಲಾ ಮಟ್ಟದ ಕಾರ್ಯಕ್ರಮ ; [26,915,96,925]
article-4-headline-line1: ವಿಶ್ವ ಬಾಲಕಾರ್ಮಿಕ ಹಾಗೂ ಕಿಶೋರಕಾರ್ಮಿಕ ಪದ್ಧತಿ ವಿರೋಧಿ ದಿನ [43,687,277,700]
portrait-image [169,121,296,260]
article-4-headline-line2: ಜೂ. 12 ರಂದು ಎಲ್ಲಾ ಕಚೇರಿಗಳಲ್ಲಿ ಪ್ರತಿಜ್ಞಾವಿಧಿ : ನಲಿನ್ ಅತುಲ್ [38,702,282,716]
article-3-headline: ಕಾಲ್ತುಳಿತ ಪ್ರಕರಣ: ರಾಜ್ಯ ಸರ್ಕಾರವೇ ನೇರ ಹೊಣೆ: ಸಿ.ಸಿ ಪಾಟೀಲ [473,80,811,99]
page-number-label [33,45,233,71]
article-5-body-col1-part3: ಸಂಜೀವಿನಿ ಒಕ್ಕೂಟದ ಸದಸ್ಯರು ಪ್ರತಿ ಮನೆ ಮನೆಗೆ ತೆರಳಿ ತ್ಯಾಜ್ಯ ಸಂಗ್ರಹಣೆ ಶುಲ್ಕವನ್ನು ಪಾವತಿಸುವಂತೆ ಮನವೊಲಿಸುವಂತೆ ಒಕ್ಕೂಟದ ಸದಸ್ಯರಿಗೆ ಸಿಇಓ ಅವರು ಸೂಚಿಸಿದರು. ಇದರಿಂದ [306,1150,430,1202]
article-5-body-col1 [306,928,430,1344]
article-7-headline-line2: ನಿಗಮದಿಂದ ವಿವಿಧ ಯೋಜನೆಗಳಡಿ ಅರ್ಜಿ ಆಹ್ವಾನ [613,1116,799,1131]
article-4-headline [22,686,298,718]
date-label [642,45,838,71]
article-6-headline [570,688,842,728]
article-5-subhead: ತ್ಯಾಜ್ಯ ಸಂಗ್ರಹಣೆ ಶುಲ್ಕ ವಸೂಲಾತಿಗೆ ಒತ್ತು: [306,1150,406,1160]
article-4-section-2-body: ಜಿಲ್ಲೆಯ ಕೊಪ್ಪಳ, ಗಂಗಾವತಿ, ಯಲಬುರ್ಗಾ, ಕುಷ್ಟಗಿ, ಕನಕಗಿರಿ, ಕಾರಟಗಿ ಹಾಗೂ ಕುಕನೂರು ತಾಲ್ಲೂಕು ಕೇಂದ್ರಗಳಲ್ಲಿ ತಾಲ್ಲೂಕು ಕಾನೂನು ಸೇವಾ ಪ್ರಾಧಿಕಾರ, ಕಾರ್ಮಿಕ ಇಲಾಖೆ, ಜಿಲ್ಲಾ ಬಾಲಕಾರ್ಮಿಕ ಯೋಜನೆ, ಆರೋಗ್ಯ ಇಲಾಖೆ, ಶಿಕ್ಷಣ ಇಲಾಖೆ, ಪೊಲೀಸ್ ಇಲಾಖೆ, ಮಹಿಳಾ ಮತ್ತು ಮಕ್ಕಳ ಅಭಿವೃದ್ಧಿ ಇಲಾಖೆ, ಮತ್ತು ಸಂಘ ಸಂಸ್ಥೆಗಳ ಸಹಭಾಗಿತ್ವದಲ್ಲಿ ತಾಲ್ಲೂಕು ಮಟ್ಟದಲ್ಲಿ ಜಾಗೃತಿ ಜಾಥಾ ಹಾಗೂ ಅರಿವು ಕಾರ್ಯಕ್ರಮಗಳನ್ನು ಆಯೋಜಿಸಬೇಕು. [26,947,298,999]
article-5-subhead-2: ಗೊಂಡಬಾಳ ಕೂಸಿನ ಮನೆ ಪರಿಶೀಲನೆ: [436,1023,538,1033]
article-4-body [26,724,298,1344]
article-5-body-col2 [436,928,562,1344]
